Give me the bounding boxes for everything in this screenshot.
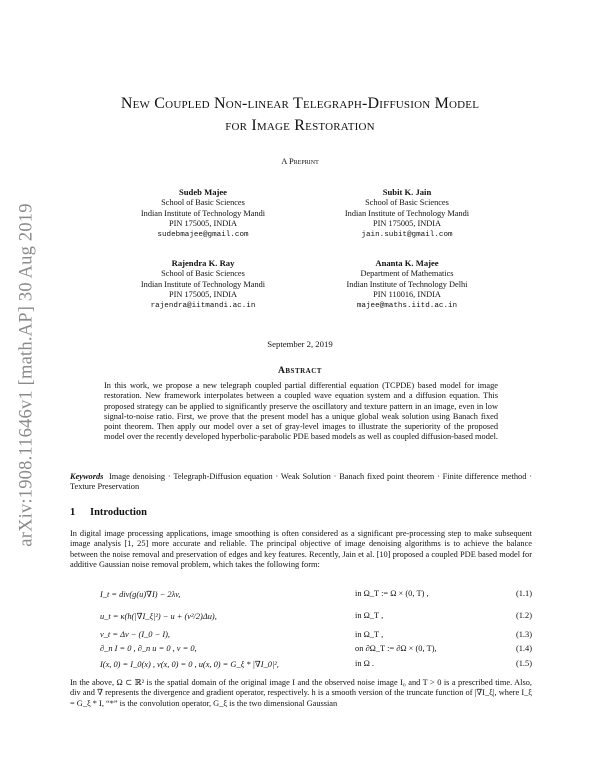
author-email[interactable]: majee@maths.iitd.ac.in: [356, 302, 458, 311]
equation-domain: in Ω_T ,: [355, 611, 384, 620]
equation-number: (1.3): [515, 630, 532, 639]
author-email[interactable]: rajendra@iitmandi.ac.in: [150, 302, 256, 311]
paper-title-line2: for Image Restoration: [225, 117, 375, 134]
arxiv-stamp-text: arXiv:1908.11646v1 [math.AP] 30 Aug 2019: [16, 203, 37, 547]
paper-title-line1: New Coupled Non-linear Telegraph-Diffusion Model: [120, 95, 480, 112]
equation-lhs: ∂_n I = 0 , ∂_n u = 0 , v = 0,: [100, 644, 197, 653]
author-inst: Indian Institute of Technology Mandi: [140, 279, 266, 289]
equation-row: [70, 589, 532, 601]
author-name: Rajendra K. Ray: [171, 258, 235, 268]
equation-row: [70, 611, 532, 623]
equation-row: [70, 644, 532, 656]
keywords-label: Keywords: [70, 472, 104, 481]
equation-domain: in Ω_T := Ω × (0, T) ,: [355, 589, 429, 598]
preprint-label: A Preprint: [281, 156, 319, 166]
abstract-body: In this work, we propose a new telegraph coupled partial differential equation (TCPDE) based model for image restoration. New framework interpolates between a coupled wave equation system and a diffusion equation. This proposed strategy can be applied to significantly preserve the oscillatory and texture pattern in an image, even in low signal-to-noise ratio. First, we prove that the present model has a unique global weak solution using Banach fixed point theorem. Then apply our model over a set of gray-level images to illustrate the superiority of the proposed model over the recently developed hyperbolic-parabolic PDE based models as well as coupled diffusion-based model.: [104, 381, 498, 442]
equation-row: [70, 659, 532, 671]
equation-number: (1.4): [515, 644, 532, 653]
equation-number: (1.1): [515, 589, 532, 598]
author-pin: PIN 175005, INDIA: [169, 219, 237, 229]
equation-domain: in Ω_T ,: [355, 630, 384, 639]
keywords-text: Image denoising · Telegraph-Diffusion equation · Weak Solution · Banach fixed point theorem · Finite difference method · Texture Preservation: [70, 472, 532, 492]
keywords: [70, 472, 532, 493]
author-block: [108, 258, 298, 312]
author-name: Sudeb Majee: [179, 187, 227, 197]
author-block: [312, 187, 502, 241]
section-number: 1: [70, 507, 76, 518]
author-name: Ananta K. Majee: [375, 258, 439, 268]
author-block: [108, 187, 298, 241]
equation-number: (1.2): [515, 611, 532, 620]
author-dept: School of Basic Sciences: [161, 197, 245, 207]
paper-title: [70, 93, 530, 137]
equation-domain: in Ω .: [355, 659, 375, 668]
author-block: [312, 258, 502, 312]
author-inst: Indian Institute of Technology Delhi: [346, 279, 468, 289]
author-name: Subit K. Jain: [382, 187, 432, 197]
intro-paragraph-1: In digital image processing applications, image smoothing is often considered as a significant pre-processing step to make subsequent image analysis [1, 25] more accurate and reliable. The principal objective of image denoising algorithms is to achieve the balance between the noise removal and preservation of edges and key features. Recently, Jain et al. [10] proposed a coupled PDE based model for additive Gaussian noise removal problem, which takes the following form:: [70, 529, 532, 569]
equation-lhs: I(x, 0) = I_0(x) , v(x, 0) = 0 , u(x, 0) = G_ξ * |∇I_0|²,: [100, 660, 279, 669]
author-inst: Indian Institute of Technology Mandi: [140, 208, 266, 218]
author-email[interactable]: sudebmajee@gmail.com: [157, 231, 249, 240]
author-pin: PIN 110016, INDIA: [373, 290, 441, 300]
author-dept: Department of Mathematics: [360, 268, 454, 278]
section-heading: [70, 507, 147, 518]
equation-row: [70, 630, 532, 642]
intro-paragraph-2: In the above, Ω ⊂ ℝ² is the spatial domain of the original image I and the observed noise image I₀ and T > 0 is a prescribed time. Also, div and ∇ represents the divergence and gradient operator, respectively. h is a smooth version of the truncate function of |∇I_ξ|, where I_ξ = G_ξ * I, “*” is the convolution operator, G_ξ is the two dimensional Gaussian: [70, 678, 532, 708]
author-pin: PIN 175005, INDIA: [373, 219, 441, 229]
section-title: Introduction: [90, 507, 147, 518]
author-pin: PIN 175005, INDIA: [169, 290, 237, 300]
equation-lhs: u_t = κ(h(|∇I_ξ|²) − u + (ν²/2)Δu),: [100, 612, 217, 621]
equation-lhs: v_t = Δv − (I_0 − I),: [100, 630, 171, 639]
author-inst: Indian Institute of Technology Mandi: [344, 208, 470, 218]
paper-date: September 2, 2019: [267, 339, 333, 349]
author-dept: School of Basic Sciences: [365, 197, 449, 207]
equation-domain: on ∂Ω_T := ∂Ω × (0, T),: [355, 644, 437, 653]
equation-number: (1.5): [515, 659, 532, 668]
author-dept: School of Basic Sciences: [161, 268, 245, 278]
author-email[interactable]: jain.subit@gmail.com: [361, 231, 453, 240]
abstract-heading: Abstract: [278, 366, 322, 376]
equation-lhs: I_t = div(g(u)∇I) − 2λv,: [100, 590, 181, 599]
